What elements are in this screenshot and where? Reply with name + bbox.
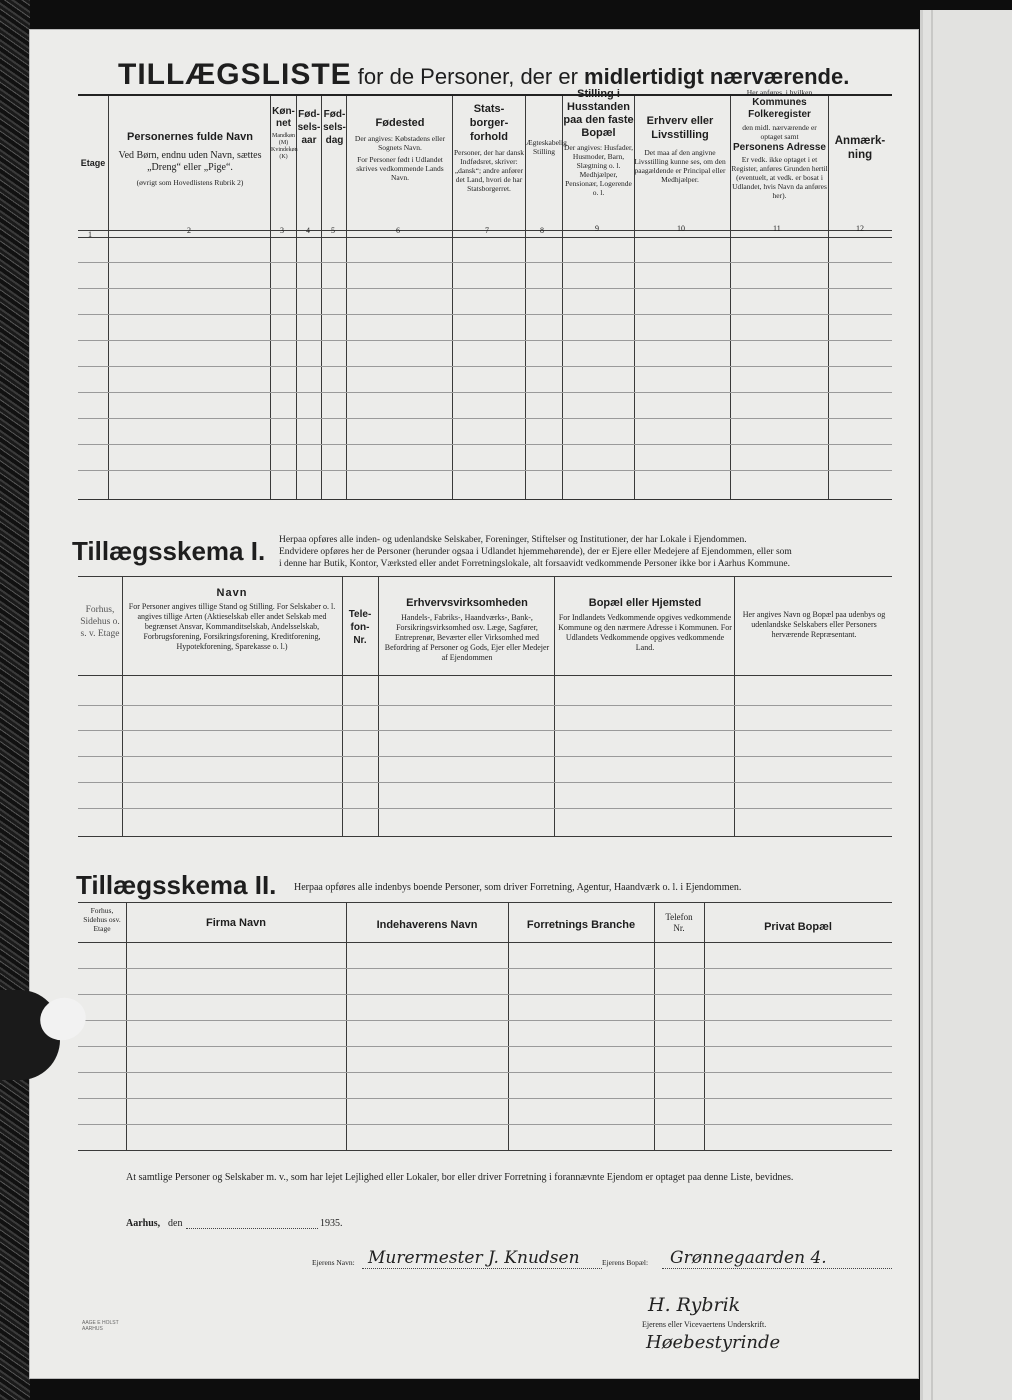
- col-etage: Etage: [80, 158, 106, 168]
- owner-address-value: Grønnegaarden 4.: [670, 1248, 827, 1268]
- skema2-col-bopael: Privat Bopæl: [764, 921, 832, 933]
- col-foedested: Fødested Der angives: Købstadens eller Sognets Navn. For Personer født i Udlandet skrives vedkommende Lands Navn.: [354, 117, 446, 182]
- colnum-2: 2: [187, 226, 191, 235]
- skema2-title: Tillægsskema II.: [76, 870, 277, 900]
- skema2-col-indehaver: Indehaverens Navn: [376, 919, 478, 931]
- owner-name-value: Murermester J. Knudsen: [368, 1248, 580, 1268]
- signature-label: Ejerens eller Vicevaertens Underskrift.: [642, 1320, 767, 1329]
- skema1-col-tlf: Tele- fon- Nr.: [348, 609, 372, 646]
- col-navn: Personernes fulde Navn Ved Børn, endnu uden Navn, sættes „Dreng“ eller „Pige“. (øvrigt som Hovedlistens Rubrik 2): [118, 131, 262, 187]
- skema1-col-bopael: Bopæl eller Hjemsted For Indlandets Vedkommende opgives vedkommende Kommune og den nærmere Adresse i Kommunen. For Udlandets Vedkommende opgives vedkommende Land.: [558, 597, 732, 652]
- colnum-1: 1: [88, 230, 92, 239]
- den-label: den: [168, 1218, 183, 1229]
- printer-imprint: AAGE E HOLST AARHUS: [82, 1320, 119, 1332]
- col-erhverv: Erhverv eller Livsstilling Det maa af den angivne Livsstilling kunne ses, om den paagældende er Principal eller Medhjælper.: [634, 115, 726, 184]
- title-rest: for de Personer, der er: [357, 64, 578, 89]
- form-page: [30, 30, 918, 1378]
- col-folkeregister: Her anføres, i hvilken Kommunes Folkeregister den midl. nærværende er optaget samt Personens Adresse Er vedk. ikke optaget i et Register, anføres Grunden hertil (eventuelt, at vedk. er bosat i Udlandet, hvis Navn da anføres her).: [731, 88, 828, 200]
- colnum-8: 8: [540, 226, 544, 235]
- skema2-intro: Herpaa opføres alle indenbys boende Personer, som driver Forretning, Agentur, Haandværk o. l. i Ejendommen.: [294, 882, 742, 893]
- year-label: 1935.: [320, 1218, 343, 1229]
- owner-address-label: Ejerens Bopæl:: [602, 1258, 649, 1267]
- signature-2: Høebestyrinde: [646, 1332, 781, 1353]
- skema1-col-repr: Her angives Navn og Bopæl paa udenbys og udenlandske Selskabers eller Personers herværende Repræsentant.: [742, 610, 886, 639]
- skema2-col-tlf: Telefon Nr.: [665, 912, 693, 933]
- col-foedselsdag: Fød- sels- dag: [323, 109, 346, 146]
- skema1-col-etage: Forhus, Sidehus o. s. v. Etage: [80, 605, 120, 639]
- adjacent-page: [920, 10, 1012, 1400]
- colnum-9: 9: [595, 224, 599, 233]
- skema1-intro: Herpaa opføres alle inden- og udenlandske Selskaber, Foreninger, Stiftelser og Institutioner, der har Lokale i Ejendommen. Endvidere opføres her de Personer (herunder ogsaa i Udlandet hjemmehørende), der er Ejere eller Medejere af Ejendommen, eller som i denne har Butik, Kontor, Værksted eller andet Forretningslokale, alt forsaavidt vedkommende Personer ikke bor i Aarhus Kommune.: [279, 535, 792, 569]
- colnum-6: 6: [396, 226, 400, 235]
- signature-1: H. Rybrik: [648, 1294, 741, 1316]
- title-emph: midlertidigt nærværende.: [584, 64, 850, 89]
- colnum-10: 10: [677, 224, 685, 233]
- thumb: [0, 990, 80, 1100]
- skema1-col-erhverv: Erhvervsvirksomheden Handels-, Fabriks-, Haandværks-, Bank-, Forsikringsvirksomhed osv. Læge, Sagfører, Entreprenør, Beværter eller Virksomhed med Befordring af Personer og Gods, Ejer eller Medejer af Ejendommen: [384, 597, 550, 662]
- colnum-3: 3: [280, 226, 284, 235]
- colnum-7: 7: [485, 226, 489, 235]
- skema1-title: Tillægsskema I.: [72, 536, 266, 566]
- book-cover-edge: [0, 0, 30, 1400]
- date-line: [186, 1228, 318, 1229]
- skema2-col-firma: Firma Navn: [206, 917, 266, 929]
- page-title: [118, 58, 888, 92]
- col-foedselsaar: Fød- sels- aar: [297, 109, 321, 146]
- colnum-11: 11: [773, 224, 781, 233]
- col-aegteskab: Ægteskabelig Stilling: [526, 138, 567, 156]
- declaration-text: At samtlige Personer og Selskaber m. v., som har lejet Lejlighed eller Lokaler, bor eller driver Forretning i forannævnte Ejendom er optaget paa denne Liste, bevidnes.: [126, 1172, 794, 1183]
- title-main: TILLÆGSLISTE: [118, 58, 352, 91]
- col-anmaerkning: Anmærk- ning: [834, 135, 886, 161]
- col-stilling: Stilling i Husstanden paa den faste Bopæl Der angives: Husfader, Husmoder, Barn, Slægtning o. l. Medhjælper, Pensionær, Logerende o. l.: [563, 88, 634, 197]
- colnum-5: 5: [331, 226, 335, 235]
- col-statsborger: Stats- borger- forhold Personer, der har dansk Indfødsret, skriver: „dansk“; andre anfører det Land, hvori de har Statsborgerret.: [453, 103, 525, 193]
- skema2-col-etage: Forhus, Sidehus osv. Etage: [83, 906, 121, 933]
- colnum-12: 12: [856, 224, 864, 233]
- place-label: Aarhus,: [126, 1218, 161, 1229]
- skema1-col-navn: Navn For Personer angives tillige Stand og Stilling. For Selskaber o. l. angives tillige Arten (Aktieselskab eller andet Selskab med begrænset Ansvar, Kommanditselskab, Andelsselskab, Forbrugsforening, Forsikringsforening, Kreditforening, Hypotekforening, Sparekasse o. l.): [128, 587, 336, 651]
- owner-name-label: Ejerens Navn:: [312, 1258, 355, 1267]
- skema2-col-branche: Forretnings Branche: [526, 919, 636, 931]
- colnum-4: 4: [306, 226, 310, 235]
- col-koennet: Køn- net Mandkøn (M) Kvindekøn (K): [271, 106, 298, 160]
